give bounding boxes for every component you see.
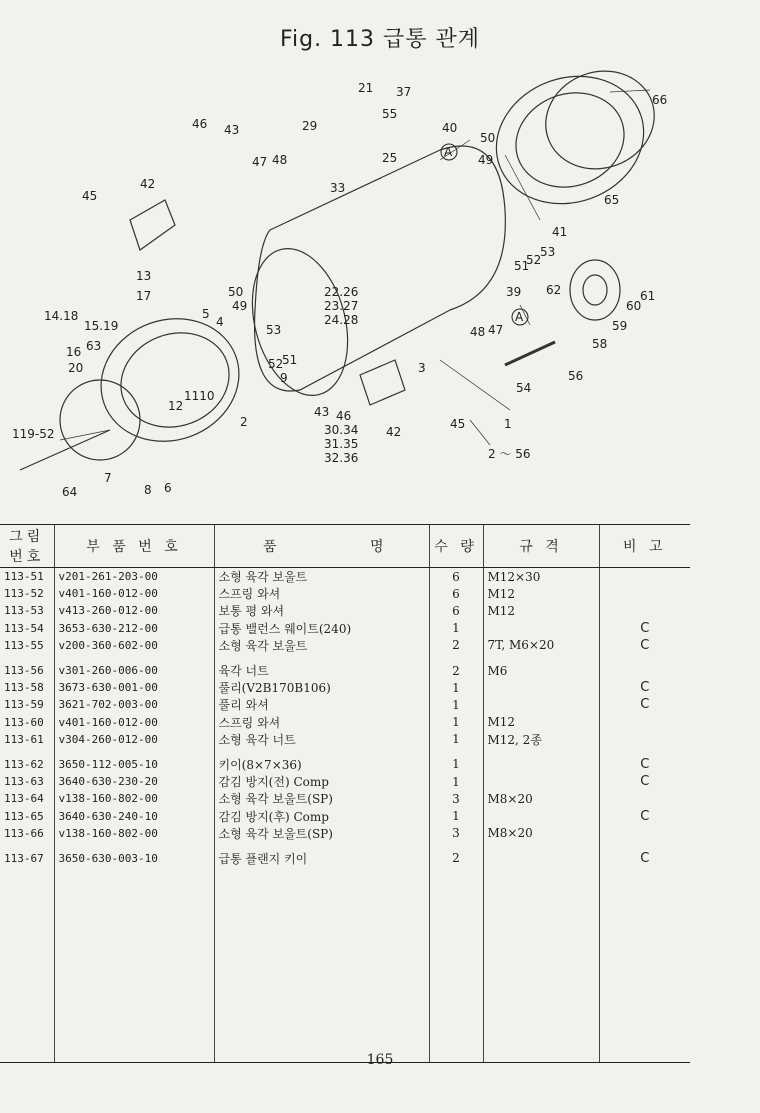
figure-no-cell: 113-56: [4, 664, 44, 678]
part-number-cell: 3640-630-240-10: [54, 807, 214, 824]
table-row: [0, 807, 690, 824]
callout: 41: [552, 225, 568, 239]
callout: 2: [240, 415, 248, 429]
note-cell: [599, 585, 690, 602]
figure-no-cell: 113-60: [4, 715, 44, 729]
front-cover: [60, 380, 140, 460]
table-row: [0, 602, 690, 619]
balance-weight-bottom: [360, 360, 405, 405]
spec-cell: [483, 842, 599, 850]
note-cell: [599, 662, 690, 679]
callout: 119-52: [12, 427, 55, 441]
part-name-cell: 키이(8×7×36): [214, 756, 429, 773]
note-cell: [599, 654, 690, 662]
spec-cell: M12: [483, 585, 599, 602]
spec-cell: M8×20: [483, 825, 599, 842]
figure-no-cell: 113-53: [4, 604, 44, 618]
page-number: 165: [366, 1052, 394, 1068]
header-part-number: 부 품 번 호: [54, 525, 214, 568]
empty-cell: [54, 867, 214, 1063]
callout: 46: [192, 117, 208, 131]
header-figure-no: 그림번호: [0, 525, 54, 568]
spec-cell: [483, 620, 599, 637]
note-cell: [599, 731, 690, 748]
table-row: [0, 696, 690, 713]
callout: 6: [164, 481, 172, 495]
callout: 50: [480, 131, 496, 145]
part-name-cell: [214, 842, 429, 850]
callout: 4: [216, 315, 224, 329]
callout: 45: [450, 417, 466, 431]
callout: 61: [640, 289, 656, 303]
part-name-cell: 급통 밸런스 웨이트(240): [214, 620, 429, 637]
callout: 30.34: [324, 423, 359, 437]
spacer-row: [0, 842, 690, 850]
part-name-cell: [214, 748, 429, 756]
callout: 59: [612, 319, 628, 333]
part-name-cell: 풀리 와셔: [214, 696, 429, 713]
note-cell: C: [599, 637, 690, 654]
callout: 5: [202, 307, 210, 321]
figure-no-cell: 113-64: [4, 792, 44, 806]
part-number-cell: [54, 748, 214, 756]
part-number-cell: v138-160-802-00: [54, 825, 214, 842]
spec-cell: [483, 748, 599, 756]
part-number-cell: v201-261-203-00: [54, 568, 214, 586]
table-row: [0, 773, 690, 790]
quantity-cell: 1: [429, 620, 483, 637]
rear-flange: [478, 60, 661, 224]
quantity-cell: 2: [429, 637, 483, 654]
part-name-cell: 소형 육각 너트: [214, 731, 429, 748]
part-name-cell: 육각 너트: [214, 662, 429, 679]
part-name-cell: 급통 플랜지 키이: [214, 850, 429, 867]
part-name-cell: 스프링 와셔: [214, 585, 429, 602]
part-name-cell: 풀리(V2B170B106): [214, 679, 429, 696]
callout: 55: [382, 107, 398, 121]
spec-cell: M8×20: [483, 790, 599, 807]
callout: 43: [314, 405, 330, 419]
callout: 49: [478, 153, 494, 167]
quantity-cell: 6: [429, 602, 483, 619]
part-number-cell: [54, 842, 214, 850]
figure-no-cell: 113-67: [4, 851, 44, 865]
callout: 47: [252, 155, 268, 169]
empty-cell: [599, 867, 690, 1063]
table-row: [0, 731, 690, 748]
note-cell: C: [599, 773, 690, 790]
callout: 65: [604, 193, 620, 207]
callout: 40: [442, 121, 458, 135]
part-name-cell: 보통 평 와셔: [214, 602, 429, 619]
callout: 23.27: [324, 299, 359, 313]
part-name-cell: 감김 방지(전) Comp: [214, 773, 429, 790]
spec-cell: [483, 756, 599, 773]
callout: 63: [86, 339, 102, 353]
callout: 53: [266, 323, 282, 337]
callout: 22.26: [324, 285, 359, 299]
empty-cell: [214, 867, 429, 1063]
callout: 48: [272, 153, 288, 167]
note-cell: C: [599, 807, 690, 824]
quantity-cell: 2: [429, 662, 483, 679]
spec-cell: M12: [483, 714, 599, 731]
callout: 25: [382, 151, 398, 165]
part-number-cell: v413-260-012-00: [54, 602, 214, 619]
spec-cell: M12, 2종: [483, 731, 599, 748]
spec-cell: [483, 654, 599, 662]
spacer-row: [0, 654, 690, 662]
callout: 21: [358, 81, 374, 95]
note-cell: [599, 790, 690, 807]
figure-no-cell: 113-63: [4, 775, 44, 789]
callout: 45: [82, 189, 98, 203]
part-name-cell: 소형 육각 보울트: [214, 637, 429, 654]
callout: 42: [386, 425, 402, 439]
quantity-cell: [429, 748, 483, 756]
part-number-cell: v301-260-006-00: [54, 662, 214, 679]
callout: 33: [330, 181, 346, 195]
part-number-cell: v138-160-802-00: [54, 790, 214, 807]
callout: 54: [516, 381, 532, 395]
callout: 2 ～ 56: [488, 447, 531, 461]
callout: 7: [104, 471, 112, 485]
part-number-cell: v200-360-602-00: [54, 637, 214, 654]
callout: 42: [140, 177, 156, 191]
note-cell: [599, 825, 690, 842]
callout: 12: [168, 399, 184, 413]
table-row: [0, 850, 690, 867]
callout: 64: [62, 485, 78, 499]
figure-no-cell: 113-66: [4, 826, 44, 840]
note-cell: C: [599, 850, 690, 867]
callout: 16: [66, 345, 82, 359]
callout: 50: [228, 285, 244, 299]
quantity-cell: 2: [429, 850, 483, 867]
callout: 37: [396, 85, 412, 99]
table-row: [0, 756, 690, 773]
figure-no-cell: 113-65: [4, 809, 44, 823]
note-cell: [599, 748, 690, 756]
part-number-cell: 3673-630-001-00: [54, 679, 214, 696]
spec-cell: [483, 850, 599, 867]
pulley: [570, 260, 620, 320]
header-spec: 규 격: [483, 525, 599, 568]
quantity-cell: 1: [429, 773, 483, 790]
quantity-cell: 1: [429, 679, 483, 696]
note-cell: [599, 602, 690, 619]
quantity-cell: 1: [429, 756, 483, 773]
quantity-cell: 6: [429, 585, 483, 602]
header-name-right: 명: [329, 525, 429, 568]
callout: 58: [592, 337, 608, 351]
callout: 51: [514, 259, 530, 273]
part-number-cell: v304-260-012-00: [54, 731, 214, 748]
callout: 14.18: [44, 309, 79, 323]
part-name-cell: 소형 육각 보울트: [214, 568, 429, 586]
spec-cell: [483, 807, 599, 824]
callout: 46: [336, 409, 352, 423]
part-number-cell: 3650-630-003-10: [54, 850, 214, 867]
spec-cell: 7T, M6×20: [483, 637, 599, 654]
figure-no-cell: [0, 654, 54, 662]
note-cell: C: [599, 620, 690, 637]
callout: 60: [626, 299, 642, 313]
part-name-cell: 스프링 와셔: [214, 714, 429, 731]
marker-a: A: [444, 145, 453, 159]
quantity-cell: 1: [429, 696, 483, 713]
table-row: [0, 662, 690, 679]
figure-no-cell: 113-54: [4, 621, 44, 635]
part-number-cell: 3621-702-003-00: [54, 696, 214, 713]
callout: 66: [652, 93, 668, 107]
figure-no-cell: [0, 842, 54, 850]
note-cell: C: [599, 679, 690, 696]
table-row: [0, 790, 690, 807]
callout: 56: [568, 369, 584, 383]
marker-a: A: [515, 310, 524, 324]
callout: 1110: [184, 389, 215, 403]
figure-no-cell: 113-59: [4, 698, 44, 712]
callout: 20: [68, 361, 84, 375]
spec-cell: M12×30: [483, 568, 599, 586]
figure-no-cell: 113-55: [4, 638, 44, 652]
table-row: [0, 568, 690, 586]
flange-key: [505, 342, 555, 365]
figure-no-cell: 113-51: [4, 570, 44, 584]
figure-no-cell: [0, 748, 54, 756]
figure-no-cell: 113-52: [4, 587, 44, 601]
figure-title: Fig. 113 급통 관계: [279, 27, 481, 52]
callout: 32.36: [324, 451, 359, 465]
part-number-cell: 3640-630-230-20: [54, 773, 214, 790]
table-row: [0, 585, 690, 602]
callout: 17: [136, 289, 152, 303]
spec-cell: M6: [483, 662, 599, 679]
exploded-diagram: [0, 60, 700, 500]
table-row: [0, 679, 690, 696]
quantity-cell: [429, 654, 483, 662]
empty-cell: [429, 867, 483, 1063]
part-name-cell: 감김 방지(후) Comp: [214, 807, 429, 824]
spec-cell: [483, 696, 599, 713]
table-row: [0, 637, 690, 654]
header-quantity: 수 량: [429, 525, 483, 568]
callout: 31.35: [324, 437, 359, 451]
quantity-cell: 1: [429, 731, 483, 748]
part-name-cell: 소형 육각 보울트(SP): [214, 790, 429, 807]
figure-no-cell: 113-61: [4, 732, 44, 746]
empty-cell: [483, 867, 599, 1063]
callout: 15.19: [84, 319, 119, 333]
callout: 49: [232, 299, 248, 313]
spacer-row: [0, 748, 690, 756]
part-number-cell: v401-160-012-00: [54, 585, 214, 602]
callout: 52: [268, 357, 284, 371]
callout: 53: [540, 245, 556, 259]
spec-cell: M12: [483, 602, 599, 619]
note-cell: [599, 568, 690, 586]
callout: 3: [418, 361, 426, 375]
quantity-cell: 6: [429, 568, 483, 586]
part-number-cell: 3653-630-212-00: [54, 620, 214, 637]
callout: 43: [224, 123, 240, 137]
callout: 13: [136, 269, 152, 283]
callout: 47: [488, 323, 504, 337]
callout: 9: [280, 371, 288, 385]
part-name-cell: 소형 육각 보울트(SP): [214, 825, 429, 842]
header-name-left: 품: [214, 525, 329, 568]
callout: 8: [144, 483, 152, 497]
balance-weight-top: [130, 200, 175, 250]
part-number-cell: [54, 654, 214, 662]
table-row: [0, 825, 690, 842]
callout: 48: [470, 325, 486, 339]
spec-cell: [483, 773, 599, 790]
note-cell: [599, 714, 690, 731]
note-cell: [599, 842, 690, 850]
callout: 29: [302, 119, 318, 133]
note-cell: C: [599, 696, 690, 713]
table-filler-row: [0, 867, 690, 1063]
figure-no-cell: 113-58: [4, 681, 44, 695]
spec-cell: [483, 679, 599, 696]
quantity-cell: 1: [429, 807, 483, 824]
header-note: 비 고: [599, 525, 690, 568]
callout: 51: [282, 353, 298, 367]
quantity-cell: 1: [429, 714, 483, 731]
part-number-cell: v401-160-012-00: [54, 714, 214, 731]
table-row: [0, 620, 690, 637]
empty-cell: [0, 867, 54, 1063]
callout: 1: [504, 417, 512, 431]
callout: 62: [546, 283, 562, 297]
figure-no-cell: 113-62: [4, 757, 44, 771]
quantity-cell: 3: [429, 790, 483, 807]
note-cell: C: [599, 756, 690, 773]
callout: 52: [526, 253, 542, 267]
table-row: [0, 714, 690, 731]
quantity-cell: [429, 842, 483, 850]
part-name-cell: [214, 654, 429, 662]
parts-table: [0, 524, 690, 1063]
callout: 24.28: [324, 313, 359, 327]
quantity-cell: 3: [429, 825, 483, 842]
callout: 39: [506, 285, 522, 299]
part-number-cell: 3650-112-005-10: [54, 756, 214, 773]
